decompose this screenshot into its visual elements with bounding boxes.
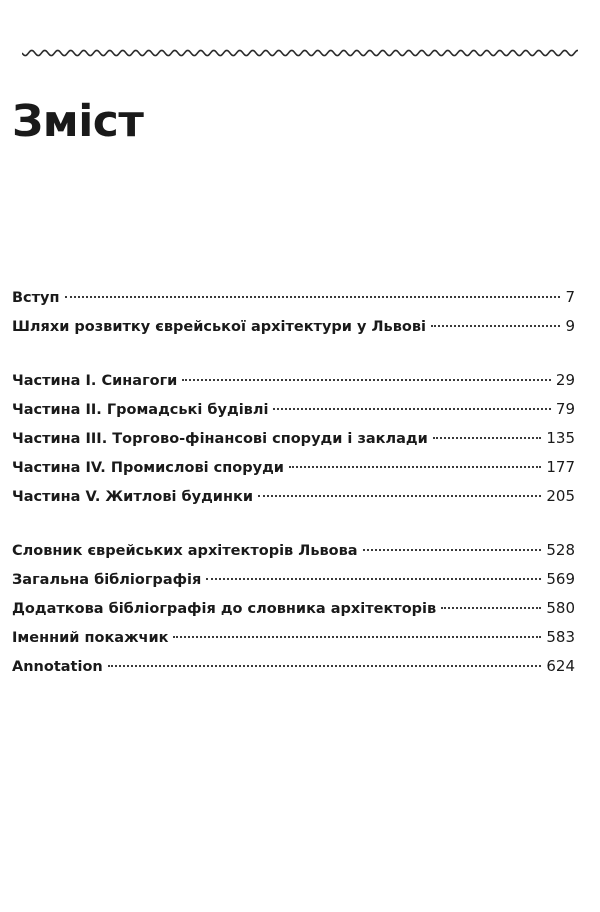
wave-divider — [22, 48, 578, 58]
dot-leader — [173, 636, 541, 638]
toc-entry-title: Вступ — [12, 290, 60, 306]
dot-leader — [273, 408, 550, 410]
dot-leader — [182, 379, 551, 381]
toc-entry-page: 9 — [565, 317, 575, 335]
dot-leader — [65, 296, 561, 298]
toc-entry-title: Шляхи розвитку єврейської архітектури у Львові — [12, 319, 426, 335]
dot-leader — [289, 466, 541, 468]
toc-entry[interactable] — [12, 594, 575, 623]
toc-entry[interactable] — [12, 424, 575, 453]
toc-entry-page: 79 — [555, 400, 575, 418]
toc-entry[interactable] — [12, 283, 575, 312]
toc-entry[interactable] — [12, 366, 575, 395]
toc-entry[interactable] — [12, 652, 575, 681]
toc-entry-title: Загальна бібліографія — [12, 572, 202, 588]
table-of-contents — [12, 283, 575, 681]
toc-entry[interactable] — [12, 536, 575, 565]
toc-entry[interactable] — [12, 623, 575, 652]
toc-group-intro — [12, 283, 575, 341]
toc-entry[interactable] — [12, 395, 575, 424]
toc-entry-page: 205 — [546, 487, 575, 505]
dot-leader — [206, 578, 541, 580]
toc-entry-page: 624 — [546, 657, 575, 675]
toc-entry-title: Іменний покажчик — [12, 630, 169, 646]
toc-entry-title: Словник єврейських архітекторів Львова — [12, 543, 358, 559]
toc-group-appendix — [12, 536, 575, 681]
toc-entry-page: 29 — [555, 371, 575, 389]
toc-entry-title: Частина І. Синагоги — [12, 373, 178, 389]
page-title: Зміст — [12, 96, 144, 147]
dot-leader — [363, 549, 542, 551]
toc-entry-page: 580 — [546, 599, 575, 617]
toc-entry-title: Частина ІІ. Громадські будівлі — [12, 402, 269, 418]
dot-leader — [431, 325, 560, 327]
toc-group-parts — [12, 366, 575, 511]
toc-entry-title: Частина ІІІ. Торгово-фінансові споруди і заклади — [12, 431, 428, 447]
dot-leader — [433, 437, 542, 439]
toc-entry[interactable] — [12, 453, 575, 482]
toc-entry-page: 135 — [546, 429, 575, 447]
toc-entry-title: Annotation — [12, 659, 103, 675]
toc-entry-page: 569 — [546, 570, 575, 588]
dot-leader — [258, 495, 541, 497]
toc-entry-title: Частина IV. Промислові споруди — [12, 460, 284, 476]
toc-entry-title: Додаткова бібліографія до словника архітекторів — [12, 601, 437, 617]
toc-entry-page: 528 — [546, 541, 575, 559]
toc-entry-page: 177 — [546, 458, 575, 476]
dot-leader — [108, 665, 542, 667]
toc-entry[interactable] — [12, 565, 575, 594]
toc-entry[interactable] — [12, 482, 575, 511]
toc-entry[interactable] — [12, 312, 575, 341]
dot-leader — [441, 607, 541, 609]
toc-entry-page: 583 — [546, 628, 575, 646]
toc-entry-page: 7 — [565, 288, 575, 306]
toc-entry-title: Частина V. Житлові будинки — [12, 489, 253, 505]
